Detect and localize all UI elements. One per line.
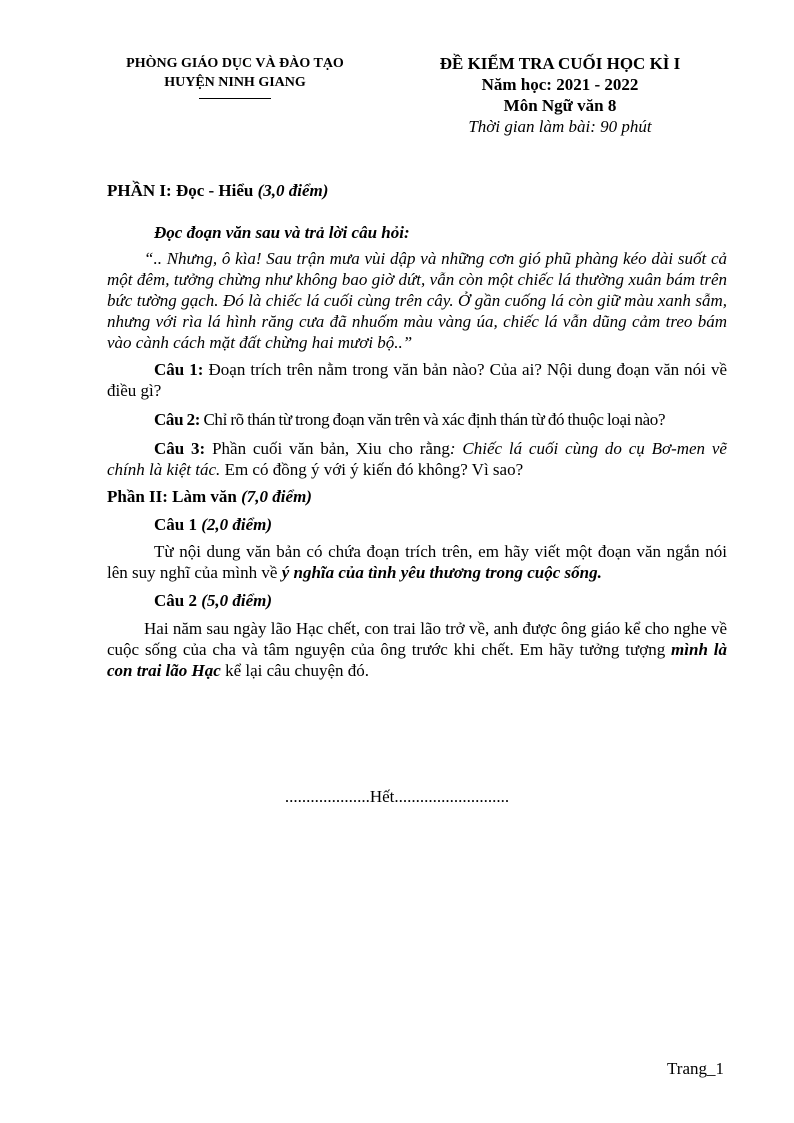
header-divider (199, 98, 271, 99)
essay-1-prompt (107, 541, 727, 583)
question-3-text-b: Em có đồng ý với ý kiến đó không? Vì sao? (220, 460, 524, 479)
essay-2-heading (107, 590, 727, 611)
part1-points: (3,0 điểm) (257, 181, 329, 200)
department-header (100, 54, 370, 99)
question-2-text: Chỉ rõ thán từ trong đoạn văn trên và xác định thán từ đó thuộc loại nào? (200, 410, 666, 429)
essay-1-points: (2,0 điểm) (201, 515, 273, 534)
question-1 (107, 359, 727, 401)
essay-2-text-a: Hai năm sau ngày lão Hạc chết, con trai lão trở về, anh được ông giáo kể cho nghe về cuộc sống của cha và tâm nguyện của ông trước khi chết. Em hãy tưởng tượng (107, 619, 727, 659)
essay-1-heading (107, 514, 727, 535)
school-year: Năm học: 2021 - 2022 (481, 75, 639, 94)
essay-2-topic: mình là con trai lão Hạc (107, 640, 727, 680)
question-1-label: Câu 1: (154, 360, 204, 379)
part2-heading (107, 486, 727, 507)
part1-title: PHẦN I: Đọc - Hiểu (107, 181, 258, 200)
essay-2-label: Câu 2 (154, 591, 202, 610)
exam-body (107, 180, 727, 681)
end-of-exam-marker: ....................Hết........................... (284, 787, 510, 806)
reading-passage: “.. Nhưng, ô kìa! Sau trận mưa vùi dập và những cơn gió phũ phàng kéo dài suốt cả một đêm, tưởng chừng như không bao giờ dứt, vẫn còn một chiếc lá thường xuân bám trên bức tường gạch. Đó là chiếc lá cuối cùng trên cây. Ở gần cuống lá còn giữ màu xanh sẫm, nhưng với rìa lá hình răng cưa đã nhuốm màu vàng úa, chiếc lá vẫn dũng cảm treo bám vào cành cách mặt đất chừng hai mươi bộ..” (107, 249, 727, 352)
question-3-label: Câu 3: (154, 439, 206, 458)
page-number: Trang_1 (667, 1059, 724, 1078)
department-name: PHÒNG GIÁO DỤC VÀ ĐÀO TẠO (126, 56, 344, 71)
question-2-label: Câu 2: (154, 410, 201, 429)
exam-header (415, 53, 705, 137)
question-2 (107, 409, 727, 430)
district-name: HUYỆN NINH GIANG (164, 75, 306, 90)
part2-title: Phần II: Làm văn (107, 487, 242, 506)
part2-points: (7,0 điểm) (241, 487, 312, 506)
essay-1-topic: ý nghĩa của tình yêu thương trong cuộc sống. (281, 563, 602, 582)
essay-1-label: Câu 1 (154, 515, 202, 534)
question-3-text-a: Phần cuối văn bản, Xiu cho rằng (205, 439, 450, 458)
question-3 (107, 438, 727, 480)
subject: Môn Ngữ văn 8 (503, 96, 617, 115)
essay-2-prompt (107, 618, 727, 681)
reading-instruction: Đọc đoạn văn sau và trả lời câu hỏi: (154, 223, 410, 242)
essay-2-points: (5,0 điểm) (201, 591, 273, 610)
exam-duration: Thời gian làm bài: 90 phút (468, 117, 652, 136)
essay-2-text-b: kể lại câu chuyện đó. (220, 661, 370, 680)
exam-title: ĐỀ KIỂM TRA CUỐI HỌC KÌ I (439, 54, 681, 73)
essay-1-text: Từ nội dung văn bản có chứa đoạn trích trên, em hãy viết một đoạn văn ngắn nói lên suy nghĩ của mình về (107, 542, 727, 582)
question-3-quote: : Chiếc lá cuối cùng do cụ Bơ-men vẽ chính là kiệt tác. (107, 439, 727, 479)
question-1-text: Đoạn trích trên nằm trong văn bản nào? Của ai? Nội dung đoạn văn nói về điều gì? (107, 360, 727, 400)
part1-heading (107, 180, 727, 201)
